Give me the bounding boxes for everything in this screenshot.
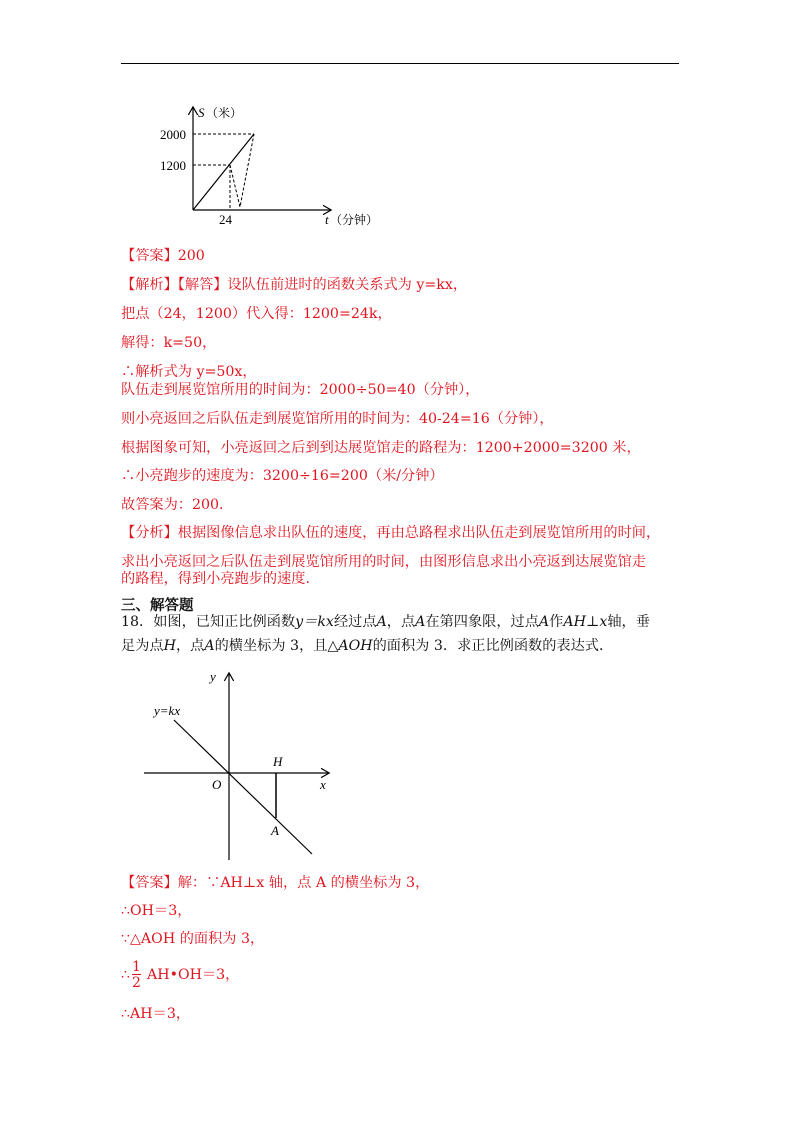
answer-18-line4: ∴ $\frac{1}{2}$ AH•OH＝3，: [121, 959, 240, 991]
analysis-intro: 【解析】【解答】设队伍前进时的函数关系式为 y=kx，: [121, 277, 468, 293]
xiaoliang-path: [230, 134, 254, 207]
solution-step: ∴小亮跑步的速度为：3200÷16=200（米/分钟）: [121, 468, 444, 484]
x-label: x: [320, 777, 326, 792]
solution-step: 根据图象可知，小亮返回之后到到达展览馆走的路程为：1200+2000=3200 米，: [121, 440, 641, 456]
header-rule: [121, 63, 679, 64]
solution-step: 把点（24，1200）代入得：1200=24k，: [121, 306, 392, 322]
y-axis-unit: （米）: [206, 106, 243, 120]
answer-18-line5: ∴AH＝3，: [121, 1006, 191, 1022]
solution-step: 解得：k=50，: [121, 335, 217, 351]
fraction-half: $\frac{1}{2}$: [132, 959, 141, 991]
solution-step: 则小亮返回之后队伍走到展览馆所用的时间为：40-24=16（分钟），: [121, 411, 554, 427]
answer-18-line1: 【答案】解：∵AH⊥x 轴，点 A 的横坐标为 3，: [121, 875, 430, 891]
function-line: [174, 720, 312, 854]
analysis-note: 求出小亮返回之后队伍走到展览馆所用的时间，由图形信息求出小亮返到达展览馆走: [121, 554, 646, 570]
analysis-note: 【分析】根据图像信息求出队伍的速度，再由总路程求出队伍走到展览馆所用的时间，: [121, 525, 661, 541]
origin-label: O: [212, 777, 222, 792]
y-tick-1200: 1200: [160, 158, 186, 173]
distance-time-graph: [150, 100, 400, 235]
answer-18-line3: ∵△AOH 的面积为 3，: [121, 931, 265, 947]
analysis-note: 的路程，得到小亮跑步的速度.: [121, 571, 310, 587]
y-label: y: [210, 669, 216, 684]
team-line: [193, 134, 254, 210]
y-axis-label: S: [198, 105, 205, 120]
final-answer: 故答案为：200．: [121, 497, 234, 513]
y-tick-2000: 2000: [160, 127, 186, 142]
answer-18-line2: ∴OH＝3，: [121, 903, 192, 919]
answer-1: 【答案】200: [121, 248, 205, 264]
proportional-function-graph: [140, 668, 340, 863]
point-h-label: H: [273, 754, 283, 769]
section-title: 三、解答题: [121, 598, 194, 614]
solution-step: 队伍走到展览馆所用的时间为：2000÷50=40（分钟），: [121, 382, 480, 398]
solution-step: ∴解析式为 y=50x，: [121, 364, 257, 380]
point-a-label: A: [271, 823, 279, 838]
x-tick-24: 24: [219, 212, 232, 227]
x-axis-unit: （分钟）: [330, 213, 379, 227]
question-18: 18．如图，已知正比例函数y＝kx经过点A，点A在第四象限，过点A作AH⊥x轴，垂 足为点H，点A的横坐标为 3，且△AOH的面积为 3．求正比例函数的表达式．: [121, 614, 650, 654]
x-axis-label: t: [325, 212, 329, 227]
line-label: y=kx: [154, 703, 181, 718]
